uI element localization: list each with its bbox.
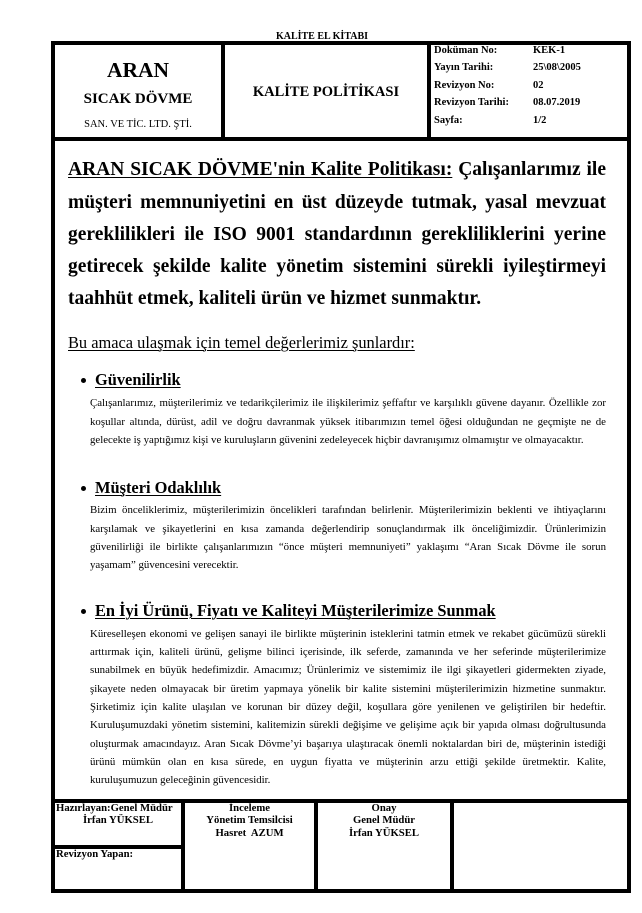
- policy-line: müşteri memnuniyetini en üst düzeyde tutmak, yasal mevzuat: [68, 191, 606, 213]
- info-value: 08.07.2019: [533, 97, 581, 109]
- revised-by-label: Revizyon Yapan:: [56, 848, 134, 861]
- info-row-revision-no: [434, 77, 627, 95]
- value-heading-text: Müşteri Odaklılık: [95, 477, 222, 497]
- prepared-by-name: İrfan YÜKSEL: [83, 814, 153, 827]
- company-subtitle: SICAK DÖVME: [83, 91, 193, 107]
- paragraph-line: Çalışanlarımız, müşterilerimiz ve tedarikçilerimiz ile ilişkilerimiz şeffaftır ve karşılıklı güvene dayanır. Özellikle zor: [90, 397, 606, 410]
- review-block: [185, 802, 314, 839]
- info-row-document-no: [434, 42, 627, 60]
- paragraph-line: oluşturmak amacındayız. Aran Sıcak Dövme’yi başarıya ulaştıracak önemli noktalardan biri de, müşterinin istediği: [90, 737, 606, 750]
- prepared-by-label: Hazırlayan:Genel Müdür: [56, 801, 173, 814]
- policy-lead: ARAN SICAK DÖVME'nin Kalite Politikası:: [68, 159, 453, 181]
- paragraph-line: karşılamak ve şikayetlerini en kısa zamanda değerlendirip sonuçlandırmak ilk önceliğimizdir. Ürünlerimizin: [90, 522, 606, 535]
- bullet-icon: [81, 378, 86, 383]
- value-heading-best-product: [81, 601, 496, 621]
- paragraph-line: ürünü mümkün olan en kısa sürede, en uygun fiyatta ve müşterinin arzu ettiği şekilde üretmektir. Kalite,: [90, 755, 606, 768]
- info-row-publish-date: [434, 59, 627, 77]
- document-title: KALİTE POLİTİKASI: [252, 84, 400, 100]
- paragraph-line: Kuruluşumuzdaki yönetim sistemini, kalitemizin sürekli değişime ve gelişime açık bir yapıda olması doğrultusunda: [90, 719, 606, 732]
- paragraph-line: güvenilirliği ile birlikte çalışanlarımızın “önce müşteri memnuniyeti” yaklaşımı “Aran Sıcak Dövme ile sorun: [90, 540, 606, 553]
- info-row-revision-date: [434, 94, 627, 112]
- policy-line: gereklilikleri ile ISO 9001 standardının gerekliliklerini yerine: [68, 223, 606, 245]
- info-row-page: [434, 112, 627, 130]
- company-name: ARAN: [106, 57, 170, 82]
- info-value: 02: [533, 79, 544, 91]
- value-heading-customer-focus: [81, 478, 222, 498]
- info-label: Doküman No:: [434, 44, 498, 56]
- value-paragraph-customer-focus: [90, 501, 606, 574]
- company-block: [55, 45, 221, 137]
- review-role: Yönetim Temsilcisi: [206, 814, 293, 827]
- paragraph-line: gelecekte iş yaptığımız kişi ve kuruluşların güvenini zedeleyecek hiçbir davranışımız olmamıştır ve olmayacaktır.: [90, 433, 584, 446]
- approval-title: Onay: [371, 801, 397, 814]
- header-bottom-rule: [51, 137, 631, 141]
- value-paragraph-best-product: [90, 625, 606, 790]
- paragraph-line: sunabilmek en büyük hedefimizdir. Amacımız; Ürünlerimiz ve sistemimiz ile ilgi şikayetleri gidermekten ziyade,: [90, 664, 606, 677]
- info-label: Sayfa:: [434, 114, 463, 126]
- document-info-table: [434, 42, 627, 130]
- approval-name: İrfan YÜKSEL: [349, 826, 419, 839]
- value-heading-text: Güvenilirlik: [95, 369, 181, 389]
- review-title: İnceleme: [229, 801, 270, 814]
- quality-policy-statement: [68, 154, 606, 315]
- paragraph-line: yaşamam” güvencesini verecektir.: [90, 559, 239, 572]
- paragraph-line: kuruluşumuzun geleceğinin güvencesidir.: [90, 774, 271, 787]
- review-name: Hasret AZUM: [215, 826, 284, 839]
- info-label: Yayın Tarihi:: [434, 62, 494, 74]
- info-value: 25\08\2005: [533, 62, 581, 74]
- info-label: Revizyon Tarihi:: [434, 97, 509, 109]
- approval-role: Genel Müdür: [352, 814, 416, 827]
- running-header: KALİTE EL KİTABI: [275, 30, 369, 42]
- bullet-icon: [81, 609, 86, 614]
- value-paragraph-reliability: [90, 394, 606, 449]
- policy-line: getirecek şekilde kalite yönetim sistemini sürekli iyileştirmeyi: [68, 256, 606, 278]
- values-intro: Bu amaca ulaşmak için temel değerlerimiz şunlardır:: [68, 332, 415, 352]
- bullet-icon: [81, 486, 86, 491]
- paragraph-line: koşullar altında, dürüst, adil ve doğru davranmak yüksek itibarımızın temel öğesi olduğundan ne geçmişte ne de: [90, 415, 606, 428]
- value-heading-text: En İyi Ürünü, Fiyatı ve Kaliteyi Müşterilerimize Sunmak: [95, 600, 496, 620]
- paragraph-line: arttırmak için, kaliteli ürünü, gelişme bilinci içerisinde, ilk seferde, zamanında ve her seferinde müşterilerimize: [90, 645, 606, 658]
- footer-empty-cell: [454, 803, 627, 889]
- policy-line: [68, 154, 606, 186]
- header-divider-2: [427, 41, 431, 141]
- value-heading-reliability: [81, 370, 181, 390]
- paragraph-line: şikayete neden olmayacak bir üretim yapmaya yönelik bir kalite sistemini müşterilerimizin hizmetine sunmaktır.: [90, 682, 606, 695]
- paragraph-line: Şirketimiz için kalite ulaşılan ve korunan bir düzey değil, koşullara göre yenilenen ve geliştirilen bir hedeftir.: [90, 700, 606, 713]
- info-value: 1/2: [533, 114, 547, 126]
- policy-line: taahhüt etmek, kaliteli ürün ve hizmet sunmaktır.: [68, 288, 482, 310]
- paragraph-line: Bizim önceliklerimiz, müşterilerimizin öncelikleri tarafından belirlenir. Müşterilerimizin beklenti ve ihtiyaçlarını: [90, 504, 606, 517]
- approval-block: [318, 802, 450, 839]
- paragraph-line: Küreselleşen ekonomi ve gelişen sanayi ile birlikte müşterinin isteklerini tatmin etmek ve rekabet gücümüzü sürekli: [90, 627, 606, 640]
- info-value: KEK-1: [533, 44, 566, 56]
- policy-line-rest: Çalışanlarımız ile: [452, 159, 606, 181]
- info-label: Revizyon No:: [434, 79, 495, 91]
- company-legal-form: SAN. VE TİC. LTD. ŞTİ.: [84, 119, 192, 130]
